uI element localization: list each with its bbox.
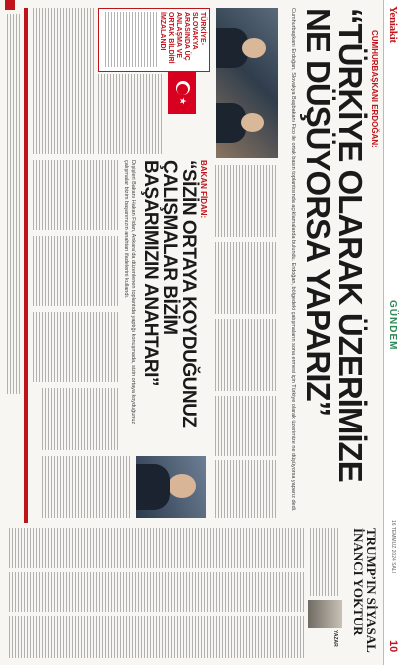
red-rule xyxy=(24,8,28,523)
main-headline: “TÜRKİYE OLARAK ÜZERİMİZE NE DÜŞÜYORSA YAPARIZ” xyxy=(300,8,369,482)
author-name: YAZAR xyxy=(332,630,338,647)
body-text xyxy=(214,460,276,518)
main-kicker: CUMHURBAŞKANI ERDOĞAN: xyxy=(370,30,379,148)
newspaper-logo: Yeniakit xyxy=(387,6,399,43)
body-text xyxy=(42,456,130,518)
side-box xyxy=(98,8,210,72)
photo-erdogan xyxy=(216,8,278,158)
star-icon: ★ xyxy=(178,97,188,106)
author-photo xyxy=(308,600,342,628)
second-headline: “SİZİN ORTAYA KOYDUĞUNUZ ÇALIŞMALAR BİZİM BAŞARIMIZIN ANAHTARI” xyxy=(140,160,199,428)
photo-fidan xyxy=(136,456,206,518)
side-box-title: TÜRKİYE-SLOVAKYA ARASINDA ÜÇ ANLAŞMA VE ORTAK BİLDİRİ İMZALANDI xyxy=(159,12,206,64)
body-text xyxy=(8,528,304,568)
body-text xyxy=(32,236,118,306)
flag-turkey xyxy=(168,72,196,114)
body-text xyxy=(42,388,118,450)
body-text xyxy=(214,165,276,237)
body-text xyxy=(214,396,276,456)
masthead xyxy=(383,0,400,665)
body-text xyxy=(32,160,118,230)
main-spot: Cumhurbaşkanı Erdoğan, Slovakya Başbakanı Fico ile ortak basın toplantısında açıklamalarda bulundu. Erdoğan, bölgedeki çatışmaların sona ermesi için Türkiye olarak üzerimize ne düşüyorsa yaparız dedi. xyxy=(290,8,296,512)
body-text xyxy=(98,74,162,154)
body-text xyxy=(8,616,304,658)
second-subhead: Dışişleri Bakanı Hakan Fidan, Ankara’da düzenlenen toplantıda yaptığı konuşmada, sizin ortaya koyduğunuz çalışmalar bizim başarımızın anahtarı ifadelerini kullandı. xyxy=(123,160,136,425)
body-text xyxy=(6,14,20,394)
body-text xyxy=(214,319,276,391)
body-text xyxy=(32,312,118,382)
issue-date: 16 TEMMUZ 2024 SALI xyxy=(390,520,396,573)
body-text xyxy=(32,8,94,154)
second-kicker: BAKAN FİDAN: xyxy=(199,160,208,219)
body-text xyxy=(8,572,304,612)
body-text xyxy=(308,528,338,596)
section-label: GÜNDEM xyxy=(387,300,398,351)
body-text xyxy=(214,242,276,314)
column-headline: TRUMP’IN SİYASAL İNANCI YOKTUR xyxy=(351,528,379,653)
body-text xyxy=(103,12,157,67)
page-number: 10 xyxy=(387,640,399,653)
red-marker xyxy=(5,0,15,10)
